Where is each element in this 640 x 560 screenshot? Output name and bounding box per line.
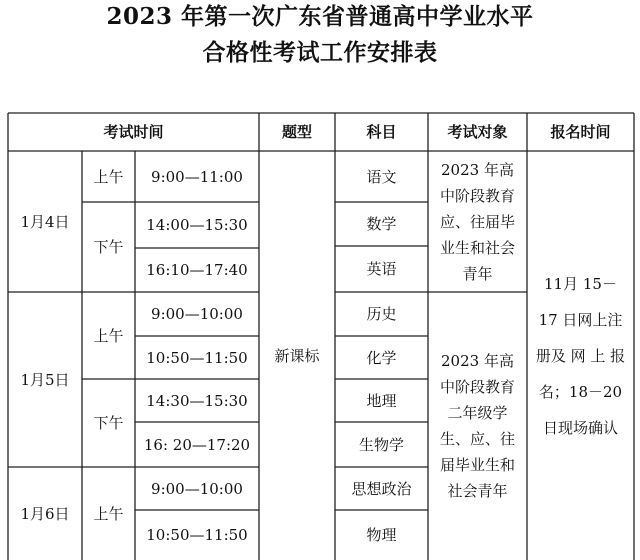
- exam-target-cell: 2023 年高中阶段教育应、往届毕业生和社会青年: [439, 160, 515, 283]
- day-cell: 1月6日: [20, 504, 70, 523]
- time-cell: 14:00—15:30: [146, 216, 248, 234]
- period-cell: 下午: [93, 414, 124, 432]
- subject-cell: 思想政治: [351, 479, 412, 498]
- page-title-line-2: 合格性考试工作安排表: [202, 39, 438, 66]
- subject-cell: 地理: [366, 391, 397, 410]
- day-cell: 1月5日: [20, 370, 70, 389]
- header-question-type: 题型: [281, 123, 312, 141]
- time-cell: 9:00—11:00: [151, 167, 243, 186]
- exam-target-cell: 2023 年高中阶段教育二年级学生、应、往届毕业生和社会青年: [439, 352, 515, 500]
- time-cell: 16:10—17:40: [146, 261, 248, 279]
- subject-cell: 历史: [366, 305, 397, 323]
- header-registration-time: 报名时间: [550, 123, 611, 141]
- day-cell: 1月4日: [20, 212, 70, 231]
- time-cell: 9:00—10:00: [151, 305, 243, 323]
- period-cell: 上午: [93, 326, 124, 345]
- header-exam-time: 考试时间: [103, 123, 164, 141]
- registration-time-cell: 11月 15－17 日网上注册及 网 上 报名；18－20 日现场确认: [535, 274, 626, 437]
- time-cell: 10:50—11:50: [146, 526, 248, 544]
- question-type-cell: 新课标: [274, 346, 320, 365]
- subject-cell: 物理: [366, 526, 397, 544]
- header-subject: 科目: [366, 123, 397, 141]
- time-cell: 9:00—10:00: [151, 479, 243, 498]
- subject-cell: 化学: [366, 348, 397, 367]
- subject-cell: 生物学: [358, 435, 404, 454]
- subject-cell: 语文: [366, 167, 397, 186]
- subject-cell: 英语: [366, 260, 397, 278]
- period-cell: 上午: [93, 504, 124, 523]
- time-cell: 10:50—11:50: [146, 348, 248, 367]
- subject-cell: 数学: [366, 215, 397, 233]
- page-title-line-1: 2023 年第一次广东省普通高中学业水平: [106, 3, 534, 30]
- time-cell: 16: 20—17:20: [143, 435, 251, 454]
- header-exam-target: 考试对象: [447, 123, 508, 141]
- time-cell: 14:30—15:30: [146, 391, 248, 410]
- period-cell: 上午: [93, 167, 124, 186]
- period-cell: 下午: [93, 238, 124, 256]
